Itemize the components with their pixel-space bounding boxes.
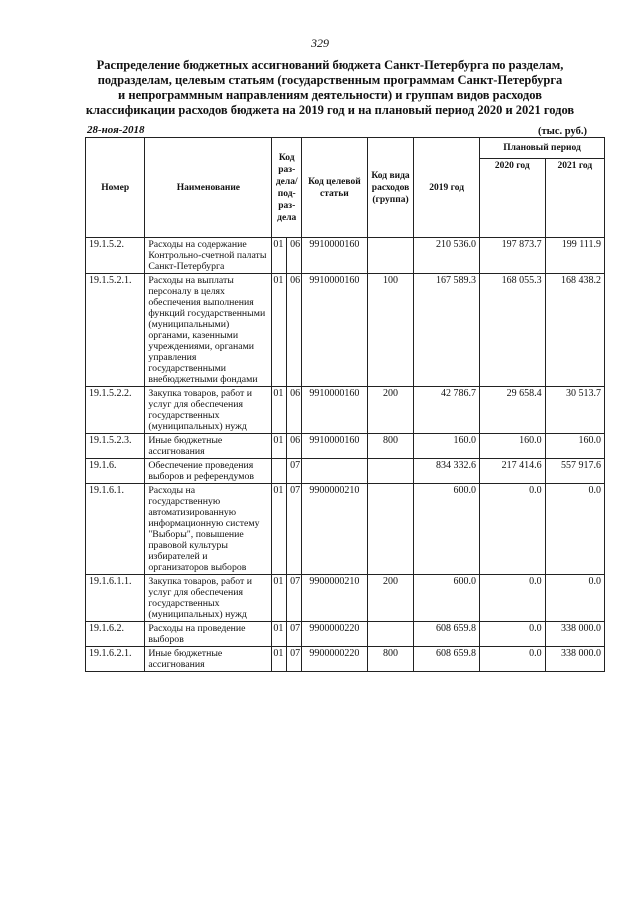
- title-line: Распределение бюджетных ассигнований бюджета Санкт-Петербурга по разделам,: [96, 58, 564, 72]
- header-name: Наименование: [145, 138, 272, 238]
- row-subsection: 07: [287, 575, 302, 622]
- row-name: Расходы на содержание Контрольно-счетной палаты Санкт-Петербурга: [145, 238, 272, 274]
- header-year-2021: 2021 год: [545, 159, 604, 238]
- row-value-2020: 197 873.7: [479, 238, 545, 274]
- row-target-code: [302, 459, 368, 484]
- table-row: [86, 484, 605, 575]
- header-number: Номер: [86, 138, 145, 238]
- row-target-code: 9910000160: [302, 434, 368, 459]
- document-title: [70, 58, 590, 118]
- row-value-2021: 338 000.0: [545, 647, 604, 672]
- row-expense-type: 200: [367, 575, 414, 622]
- row-value-2021: 338 000.0: [545, 622, 604, 647]
- row-target-code: 9900000220: [302, 622, 368, 647]
- row-name: Обеспечение проведения выборов и референдумов: [145, 459, 272, 484]
- row-number: 19.1.5.2.1.: [86, 274, 145, 387]
- row-subsection: 06: [287, 387, 302, 434]
- row-value-2020: 0.0: [479, 484, 545, 575]
- row-section: 01: [272, 434, 287, 459]
- row-value-2021: 160.0: [545, 434, 604, 459]
- row-number: 19.1.5.2.2.: [86, 387, 145, 434]
- row-section: 01: [272, 484, 287, 575]
- table-row: [86, 459, 605, 484]
- table-row: [86, 622, 605, 647]
- row-value-2019: 167 589.3: [414, 274, 480, 387]
- row-value-2021: 0.0: [545, 575, 604, 622]
- row-number: 19.1.6.1.: [86, 484, 145, 575]
- title-line: подразделам, целевым статьям (государственным программам Санкт-Петербурга: [97, 73, 563, 87]
- row-expense-type: 100: [367, 274, 414, 387]
- row-number: 19.1.6.: [86, 459, 145, 484]
- row-value-2019: 42 786.7: [414, 387, 480, 434]
- row-value-2021: 168 438.2: [545, 274, 604, 387]
- row-value-2020: 29 658.4: [479, 387, 545, 434]
- row-value-2019: 608 659.8: [414, 622, 480, 647]
- row-number: 19.1.6.1.1.: [86, 575, 145, 622]
- row-name: Расходы на государственную автоматизированную информационную систему "Выборы", повышение правовой культуры избирателей и организаторов выборов: [145, 484, 272, 575]
- table-row: [86, 647, 605, 672]
- row-name: Закупка товаров, работ и услуг для обеспечения государственных (муниципальных) нужд: [145, 387, 272, 434]
- row-value-2019: 834 332.6: [414, 459, 480, 484]
- row-section: 01: [272, 647, 287, 672]
- row-value-2020: 0.0: [479, 622, 545, 647]
- row-name: Закупка товаров, работ и услуг для обеспечения государственных (муниципальных) нужд: [145, 575, 272, 622]
- row-target-code: 9900000220: [302, 647, 368, 672]
- row-target-code: 9910000160: [302, 387, 368, 434]
- row-expense-type: 200: [367, 387, 414, 434]
- header-section-code: Код раз-дела/ под-раз-дела: [272, 138, 302, 238]
- page-number: 329: [311, 36, 329, 50]
- row-value-2020: 168 055.3: [479, 274, 545, 387]
- row-name: Иные бюджетные ассигнования: [145, 434, 272, 459]
- header-year-2019: 2019 год: [414, 138, 480, 238]
- row-expense-type: [367, 484, 414, 575]
- row-number: 19.1.6.2.: [86, 622, 145, 647]
- row-target-code: 9900000210: [302, 575, 368, 622]
- row-value-2020: 217 414.6: [479, 459, 545, 484]
- row-subsection: 06: [287, 274, 302, 387]
- row-value-2021: 199 111.9: [545, 238, 604, 274]
- row-number: 19.1.6.2.1.: [86, 647, 145, 672]
- row-expense-type: 800: [367, 647, 414, 672]
- row-value-2019: 600.0: [414, 484, 480, 575]
- row-value-2020: 0.0: [479, 575, 545, 622]
- row-expense-type: 800: [367, 434, 414, 459]
- row-expense-type: [367, 622, 414, 647]
- units-label: (тыс. руб.): [538, 126, 587, 137]
- table-row: [86, 274, 605, 387]
- row-name: Расходы на выплаты персоналу в целях обеспечения выполнения функций государственными (муниципальными) органами, казенными учреждениями, органами управления государственными внебюджетными фондами: [145, 274, 272, 387]
- document-date: 28-ноя-2018: [87, 124, 145, 136]
- title-line: и непрограммным направлениям деятельности) и группам видов расходов: [118, 88, 542, 102]
- row-expense-type: [367, 238, 414, 274]
- row-section: 01: [272, 575, 287, 622]
- header-target-code: Код целевой статьи: [302, 138, 368, 238]
- row-subsection: 07: [287, 622, 302, 647]
- table-row: [86, 238, 605, 274]
- row-value-2020: 0.0: [479, 647, 545, 672]
- row-value-2020: 160.0: [479, 434, 545, 459]
- row-section: [272, 459, 287, 484]
- row-subsection: 06: [287, 434, 302, 459]
- row-subsection: 07: [287, 647, 302, 672]
- row-value-2019: 160.0: [414, 434, 480, 459]
- row-value-2021: 30 513.7: [545, 387, 604, 434]
- row-value-2019: 608 659.8: [414, 647, 480, 672]
- table-row: [86, 575, 605, 622]
- header-year-2020: 2020 год: [479, 159, 545, 238]
- row-subsection: 07: [287, 459, 302, 484]
- row-subsection: 06: [287, 238, 302, 274]
- row-target-code: 9910000160: [302, 238, 368, 274]
- row-value-2021: 557 917.6: [545, 459, 604, 484]
- row-name: Расходы на проведение выборов: [145, 622, 272, 647]
- row-target-code: 9900000210: [302, 484, 368, 575]
- row-section: 01: [272, 622, 287, 647]
- row-value-2019: 600.0: [414, 575, 480, 622]
- row-subsection: 07: [287, 484, 302, 575]
- row-name: Иные бюджетные ассигнования: [145, 647, 272, 672]
- table-row: [86, 387, 605, 434]
- row-number: 19.1.5.2.3.: [86, 434, 145, 459]
- budget-table: [85, 137, 605, 672]
- row-target-code: 9910000160: [302, 274, 368, 387]
- title-line: классификации расходов бюджета на 2019 год и на плановый период 2020 и 2021 годов: [85, 103, 575, 117]
- row-number: 19.1.5.2.: [86, 238, 145, 274]
- row-section: 01: [272, 387, 287, 434]
- row-value-2021: 0.0: [545, 484, 604, 575]
- header-expense-type-code: Код вида расходов (группа): [367, 138, 414, 238]
- row-section: 01: [272, 238, 287, 274]
- header-planned-period: Плановый период: [479, 138, 604, 159]
- table-row: [86, 434, 605, 459]
- row-expense-type: [367, 459, 414, 484]
- row-section: 01: [272, 274, 287, 387]
- table-body: [86, 238, 605, 672]
- row-value-2019: 210 536.0: [414, 238, 480, 274]
